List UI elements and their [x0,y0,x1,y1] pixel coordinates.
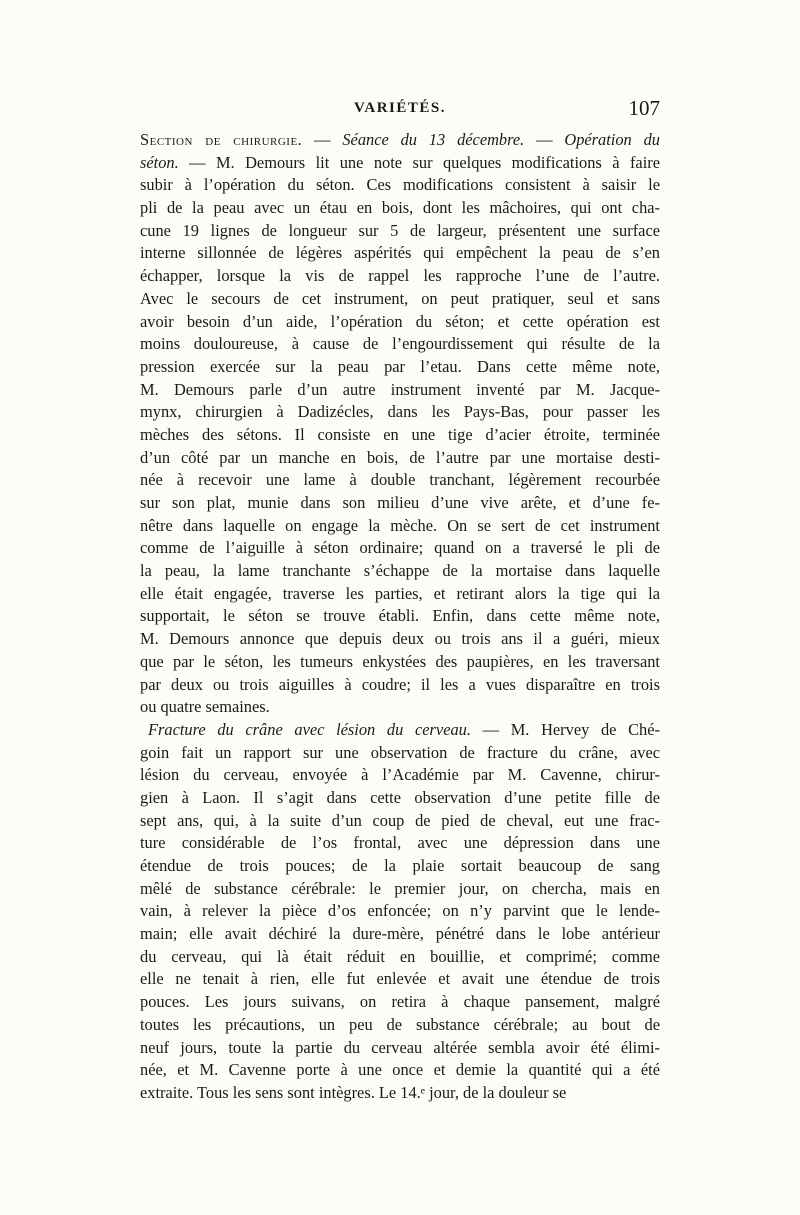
text-line [140,968,660,991]
text-segment: ture considérable de l’os frontal, avec une dépression dans une [140,833,660,853]
body-text [140,129,660,1105]
running-head [140,96,660,124]
text-segment: mêlé de substance cérébrale: le premier jour, on chercha, mais en [140,878,660,898]
text-segment: avoir besoin d’un aide, l’opération du séton; et cette opération est [140,311,660,331]
text-segment: échapper, lorsque la vis de rappel les rapproche l’une de l’autre. [140,266,660,286]
text-line [140,220,660,243]
text-segment: extraite. Tous les sens sont intègres. Le 14.ᵉ jour, de la douleur se [140,1082,567,1102]
text-line [140,651,660,674]
text-segment: toutes les précautions, un peu de substance cérébrale; au bout de [140,1014,660,1034]
text-line [140,764,660,787]
page-number: 107 [628,96,660,120]
text-segment: — M. Hervey de Ché- [470,719,660,739]
text-line [140,197,660,220]
text-segment: main; elle avait déchiré la dure-mère, pénétré dans le lobe antérieur [140,924,660,944]
text-segment: comme de l’aiguille à séton ordinaire; quand on a traversé le pli de [140,538,660,558]
text-segment: moins douloureuse, à cause de l’engourdissement qui résulte de la [140,334,660,354]
text-line [140,810,660,833]
text-line [140,1037,660,1060]
text-line [140,333,660,356]
text-segment: sept ans, qui, à la suite d’un coup de pied de cheval, eut une frac- [140,810,660,830]
text-segment: pouces. Les jours suivans, on retira à chaque pansement, malgré [140,992,660,1012]
text-line [140,878,660,901]
text-line [140,242,660,265]
text-line [140,424,660,447]
text-line [140,900,660,923]
text-segment: d’un côté par un manche en bois, de l’autre par une mortaise desti- [140,447,660,467]
text-segment: gien à Laon. Il s’agit dans cette observation d’une petite fille de [140,787,660,807]
text-segment: née à recevoir une lame à double tranchant, légèrement recourbée [140,470,660,490]
text-segment: goin fait un rapport sur une observation de fracture du crâne, avec [140,742,660,762]
text-segment: lésion du cerveau, envoyée à l’Académie par M. Cavenne, chirur- [140,765,660,785]
text-line [140,174,660,197]
running-title: VARIÉTÉS. [353,100,446,116]
text-segment: interne sillonnée de légères aspérités qui empêchent la peau de s’en [140,243,660,263]
text-segment: subir à l’opération du séton. Ces modifications consistent à saisir le [140,175,660,195]
section-heading: Section de chirurgie. [140,130,303,149]
text-line [140,492,660,515]
text-line [140,832,660,855]
text-segment: par deux ou trois aiguilles à coudre; il les a vues disparaître en trois [140,674,660,694]
text-line [140,447,660,470]
text-line [140,288,660,311]
text-line [140,628,660,651]
text-segment: supportait, le séton se trouve établi. Enfin, dans cette même note, [140,606,660,626]
text-line [140,719,660,742]
text-segment: étendue de trois pouces; de la plaie sortait beaucoup de sang [140,856,660,875]
text-segment: elle ne tenait à rien, elle fut enlevée et avait une étendue de trois [140,969,660,989]
text-line [140,696,660,719]
text-segment: pression exercée sur la peau par l’etau. Dans cette même note, [140,356,660,376]
text-line [140,537,660,560]
text-line [140,560,660,583]
text-line [140,674,660,697]
text-line [140,356,660,379]
text-segment: elle était engagée, traverse les parties, et retirant alors la tige qui la [140,583,660,603]
text-line [140,991,660,1014]
text-segment: du cerveau, qui là était réduit en bouillie, et comprimé; comme [140,946,660,966]
text-line [140,152,660,175]
text-segment: M. Demours annonce que depuis deux ou trois ans il a guéri, mieux [140,629,660,649]
text-segment: vain, à relever la pièce d’os enfoncée; on n’y parvint que le lende- [140,901,660,921]
text-line [140,515,660,538]
text-segment: neuf jours, toute la partie du cerveau altérée sembla avoir été élimi- [140,1037,660,1057]
italic-text: Fracture du crâne avec lésion du cerveau. [148,719,471,739]
text-line [140,1059,660,1082]
text-segment: Avec le secours de cet instrument, on peut pratiquer, seul et sans [140,288,660,308]
text-line [140,1082,660,1105]
text-segment: née, et M. Cavenne porte à une once et demie la quantité qui a été [140,1060,660,1080]
text-segment: que par le séton, les tumeurs enkystées des paupières, en les traversant [140,651,660,671]
text-segment: ou quatre semaines. [140,697,270,717]
text-line [140,1014,660,1037]
italic-text: Séance du 13 décembre. [342,130,525,149]
text-segment: — M. Demours lit une note sur quelques modifications à faire [178,152,660,172]
text-segment: cune 19 lignes de longueur sur 5 de largeur, présentent une surface [140,220,660,240]
text-segment: nêtre dans laquelle on engage la mèche. On se sert de cet instrument [140,515,660,535]
text-line [140,311,660,334]
text-line [140,379,660,402]
text-segment: pli de la peau avec un étau en bois, dont les mâchoires, qui ont cha- [140,198,660,218]
text-line [140,923,660,946]
italic-text: séton. [140,152,179,172]
text-segment: mynx, chirurgien à Dadizécles, dans les Pays-Bas, pour passer les [140,402,660,422]
text-segment: mèches des sétons. Il consiste en une tige d’acier étroite, terminée [140,424,660,444]
text-line [140,787,660,810]
text-segment: — [524,130,565,149]
text-line [140,469,660,492]
text-line [140,583,660,606]
text-line [140,401,660,424]
text-segment: la peau, la lame tranchante s’échappe de la mortaise dans laquelle [140,561,660,581]
text-line [140,265,660,288]
italic-text: Opération du [564,130,660,149]
text-segment: sur son plat, munie dans son milieu d’une vive arête, et d’une fe- [140,493,660,512]
text-line [140,129,660,152]
text-line [140,946,660,969]
text-segment: — [302,130,343,149]
text-line [140,605,660,628]
text-line [140,855,660,878]
text-segment: M. Demours parle d’un autre instrument inventé par M. Jacque- [140,379,660,399]
text-line [140,742,660,765]
